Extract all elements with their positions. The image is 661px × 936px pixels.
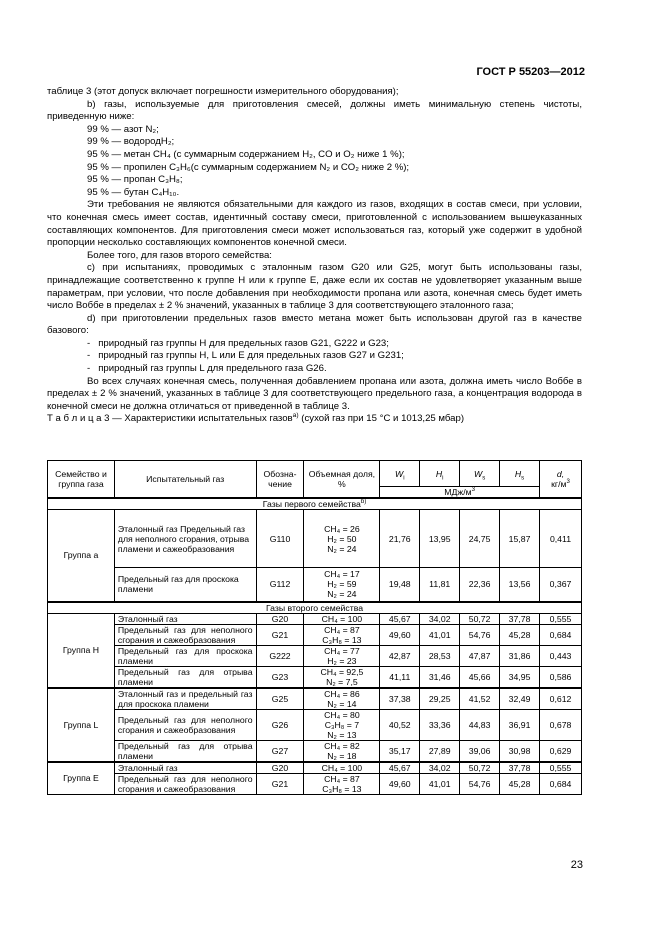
table-cell: 41,52 <box>460 688 500 710</box>
section-header: Газы второго семейства <box>48 602 582 614</box>
dash-item-text: природный газ группы H для предельных газов G21, G222 и G23; <box>98 337 389 349</box>
table-cell: Предельный газ для неполного сгорания и сажеобразования <box>114 624 256 645</box>
table-cell: CH₄ = 26 H₂ = 50 N₂ = 24 <box>304 510 380 568</box>
table-row <box>48 740 582 762</box>
table-cell: CH₄ = 87 C₃H₈ = 13 <box>304 773 380 794</box>
purity-item: 95 % — пропан C₃H₈; <box>87 174 183 186</box>
purity-item: 99 % — водородH₂; <box>87 136 175 148</box>
dash-item: - природный газ группы L для предельного газа G26. <box>87 363 327 375</box>
table-cell: G110 <box>256 510 304 568</box>
table-row <box>48 688 582 710</box>
table-cell: 45,28 <box>500 773 540 794</box>
paragraph: Эти требования не являются обязательными для каждого из газов, входящих в состав смеси, при условии, что конечная смесь имеет состав, идентичный составу смеси, приготовленной с использованием вышеуказанных составляющих компонентов. Для приготовления смеси может использоваться газ, который уже содержит в удобной пропорции несколько составляющих компонентов конечной смеси. <box>47 199 582 249</box>
table-row <box>48 762 582 774</box>
table-cell: Предельный газ для отрыва пламени <box>114 666 256 688</box>
col-hs: $H_s$ <box>500 461 540 487</box>
table-cell: 0,443 <box>540 645 582 666</box>
table-cell: 54,76 <box>460 773 500 794</box>
table-cell: 34,02 <box>420 762 460 774</box>
dash-item-text: природный газ группы L для предельного газа G26. <box>98 363 327 375</box>
table-cell: G222 <box>256 645 304 666</box>
purity-item: 95 % — пропилен C₃H₆(с суммарным содержанием N₂ и CO₂ ниже 2 %); <box>87 161 410 173</box>
table-cell: 36,91 <box>500 709 540 740</box>
table-cell: 45,67 <box>380 762 420 774</box>
table-cell: Предельный газ для отрыва пламени <box>114 740 256 762</box>
table-cell: 0,555 <box>540 762 582 774</box>
table-cell: 37,38 <box>380 688 420 710</box>
table-cell: 21,76 <box>380 510 420 568</box>
table-cell: CH₄ = 100 <box>304 613 380 624</box>
table-cell: CH₄ = 86 N₂ = 14 <box>304 688 380 710</box>
table-cell: CH₄ = 87 C₃H₈ = 13 <box>304 624 380 645</box>
col-density: d, $кг/м^3$ <box>540 461 582 499</box>
purity-item: 95 % — метан CH₄ (с суммарным содержанием H₂, CO и O₂ ниже 1 %); <box>87 148 405 160</box>
table-cell: CH₄ = 80 C₃H₈ = 7 N₂ = 13 <box>304 709 380 740</box>
table-cell: 31,46 <box>420 666 460 688</box>
table-cell: Эталонный газ <box>114 613 256 624</box>
table-cell: 0,411 <box>540 510 582 568</box>
caption-text: Т а б л и ц а 3 — Характеристики испытательных газов <box>47 413 293 425</box>
body-text <box>47 86 582 426</box>
table-cell: 41,11 <box>380 666 420 688</box>
table-row <box>48 666 582 688</box>
table-caption <box>47 413 582 426</box>
table-cell: 34,02 <box>420 613 460 624</box>
col-hi: $H_i$ <box>420 461 460 487</box>
table-cell: Предельный газ для проскока пламени <box>114 645 256 666</box>
table-cell: Эталонный газ и предельный газ для проскока пламени <box>114 688 256 710</box>
table-cell: CH₄ = 92,5 N₂ = 7,5 <box>304 666 380 688</box>
table-cell: 39,06 <box>460 740 500 762</box>
dash-item: - природный газ группы H, L или E для предельных газов G27 и G231; <box>87 350 404 362</box>
page-number: 23 <box>570 859 583 871</box>
table-cell: 13,56 <box>500 568 540 602</box>
table-cell: 0,684 <box>540 773 582 794</box>
table-cell: G112 <box>256 568 304 602</box>
table-cell: CH₄ = 17 H₂ = 59 N₂ = 24 <box>304 568 380 602</box>
table-cell: CH₄ = 82 N₂ = 18 <box>304 740 380 762</box>
table-cell: 45,67 <box>380 613 420 624</box>
dash-item-text: природный газ группы H, L или E для предельных газов G27 и G231; <box>98 350 404 362</box>
table-cell: 0,684 <box>540 624 582 645</box>
table-cell: 22,36 <box>460 568 500 602</box>
table-cell: G20 <box>256 613 304 624</box>
table-cell: 45,66 <box>460 666 500 688</box>
col-gas: Испытательный газ <box>114 461 256 499</box>
paragraph: таблице 3 (этот допуск включает погрешности измерительного оборудования); <box>47 86 399 97</box>
caption-tail: (сухой газ при 15 °С и 1013,25 мбар) <box>298 413 465 425</box>
table-cell: 0,367 <box>540 568 582 602</box>
paragraph: b) газы, используемые для приготовления смесей, должны иметь минимальную степень чистоты, приведенную ниже: <box>47 98 582 123</box>
table-cell: 15,87 <box>500 510 540 568</box>
table-cell: Предельный газ для неполного сгорания и сажеобразования <box>114 709 256 740</box>
purity-item: 99 % — азот N₂; <box>87 123 159 135</box>
table-cell: G21 <box>256 624 304 645</box>
table-row <box>48 510 582 568</box>
table-row <box>48 624 582 645</box>
caption-footnote-mark: a) <box>292 412 299 420</box>
table-cell: 47,87 <box>460 645 500 666</box>
table-cell: 50,72 <box>460 762 500 774</box>
group-cell: Группа L <box>48 688 115 762</box>
table-cell: 42,87 <box>380 645 420 666</box>
table-cell: 30,98 <box>500 740 540 762</box>
col-wi: $W_i$ <box>380 461 420 487</box>
section-header: Газы первого семейства$^{b)}$ <box>48 498 582 510</box>
table-cell: G23 <box>256 666 304 688</box>
table-cell: 0,612 <box>540 688 582 710</box>
table-cell: 0,586 <box>540 666 582 688</box>
table-cell: 13,95 <box>420 510 460 568</box>
table-cell: G27 <box>256 740 304 762</box>
table-cell: 40,52 <box>380 709 420 740</box>
paragraph: d) при приготовлении предельных газов вместо метана может быть использован другой газ в качестве базового: <box>47 312 582 337</box>
gas-characteristics-table <box>47 460 582 795</box>
col-family: Семейство и группа газа <box>48 461 115 499</box>
table-cell: 27,89 <box>420 740 460 762</box>
col-fraction: Объемная доля, % <box>304 461 380 499</box>
group-cell: Группа H <box>48 613 115 688</box>
table-cell: G21 <box>256 773 304 794</box>
table-cell: 34,95 <box>500 666 540 688</box>
paragraph: c) при испытаниях, проводимых с эталонным газом G20 или G25, могут быть использованы газы, принадлежащие соответственно к группе H или к группе E, даже если их состав не удовлетворяет указанным выше параметрам, при условии, что после добавления при необходимости пропана или азота, конечная смесь будет иметь число Воббе в пределах ± 2 % значений, указанных в таблице 3 для соответствующего эталонного газа; <box>47 262 582 312</box>
table-row <box>48 645 582 666</box>
table-cell: 49,60 <box>380 773 420 794</box>
table-cell: 41,01 <box>420 773 460 794</box>
table-cell: 11,81 <box>420 568 460 602</box>
table-cell: Предельный газ для проскока пламени <box>114 568 256 602</box>
table-cell: 31,86 <box>500 645 540 666</box>
table-cell: G20 <box>256 762 304 774</box>
col-ws: $W_s$ <box>460 461 500 487</box>
table-row <box>48 613 582 624</box>
table-cell: 32,49 <box>500 688 540 710</box>
table-cell: 49,60 <box>380 624 420 645</box>
table-cell: 54,76 <box>460 624 500 645</box>
table-cell: Предельный газ для неполного сгорания и сажеобразования <box>114 773 256 794</box>
purity-item: 95 % — бутан C₄H₁₀. <box>87 186 180 198</box>
table-cell: 35,17 <box>380 740 420 762</box>
table-cell: CH₄ = 100 <box>304 762 380 774</box>
table-cell: 50,72 <box>460 613 500 624</box>
paragraph: Более того, для газов второго семейства: <box>87 249 272 261</box>
table-cell: 24,75 <box>460 510 500 568</box>
table-cell: Эталонный газ Предельный газ для неполного сгорания, отрыва пламени и сажеобразования <box>114 510 256 568</box>
table-cell: 0,629 <box>540 740 582 762</box>
table-cell: 41,01 <box>420 624 460 645</box>
table-cell: 45,28 <box>500 624 540 645</box>
group-cell: Группа а <box>48 510 115 602</box>
paragraph: Во всех случаях конечная смесь, полученная добавлением пропана или азота, должна иметь число Воббе в пределах ± 2 % значений, указанных в таблице 3 для соответствующего предельного газа, а концентрация водорода в конечной смеси не должна отличаться от приведенной в таблице 3. <box>47 375 582 412</box>
table-cell: G25 <box>256 688 304 710</box>
table-cell: 28,53 <box>420 645 460 666</box>
dash-item: - природный газ группы H для предельных газов G21, G222 и G23; <box>87 337 389 349</box>
table-cell: 37,78 <box>500 613 540 624</box>
table-cell: G26 <box>256 709 304 740</box>
table-cell: 29,25 <box>420 688 460 710</box>
table-row <box>48 568 582 602</box>
table-cell: 0,555 <box>540 613 582 624</box>
table-cell: 19,48 <box>380 568 420 602</box>
document-header: ГОСТ Р 55203—2012 <box>476 66 585 78</box>
table-row <box>48 709 582 740</box>
table-cell: 33,36 <box>420 709 460 740</box>
table-cell: CH₄ = 77 H₂ = 23 <box>304 645 380 666</box>
table-cell: Эталонный газ <box>114 762 256 774</box>
table-cell: 37,78 <box>500 762 540 774</box>
table-row <box>48 773 582 794</box>
table-cell: 44,83 <box>460 709 500 740</box>
table-cell: 0,678 <box>540 709 582 740</box>
unit-header: МДж/$м^3$ <box>380 487 540 499</box>
group-cell: Группа E <box>48 762 115 795</box>
col-code: Обозна-чение <box>256 461 304 499</box>
